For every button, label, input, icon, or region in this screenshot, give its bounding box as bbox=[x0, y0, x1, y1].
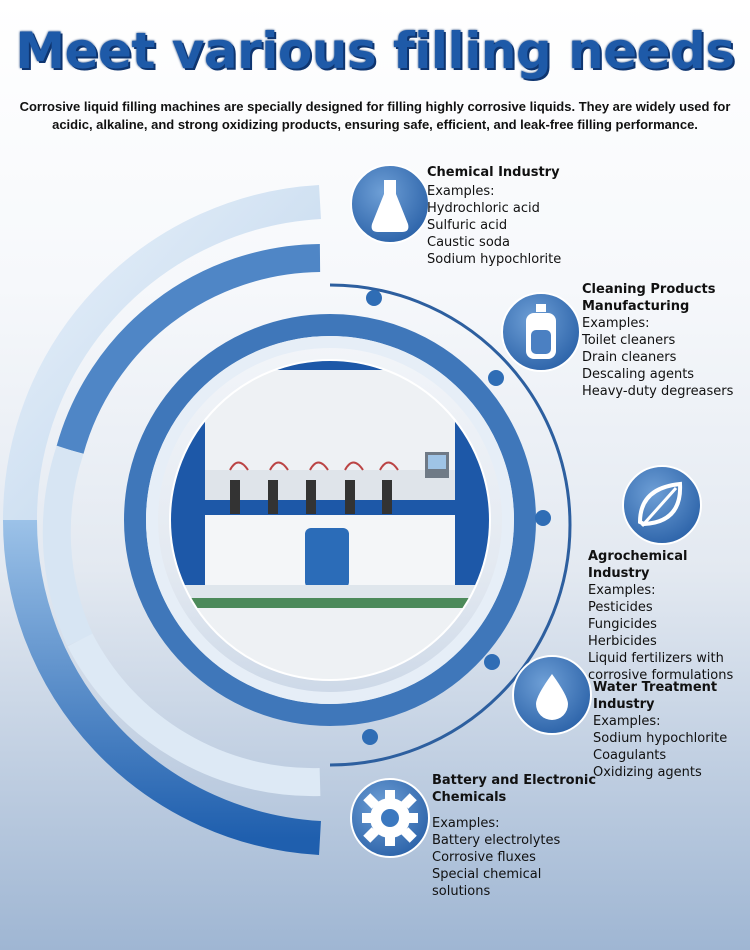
connector-dot bbox=[488, 370, 504, 386]
list-item: Pesticides bbox=[588, 600, 653, 615]
examples-label: Examples: bbox=[427, 184, 495, 199]
list-item: Toilet cleaners bbox=[582, 333, 676, 348]
list-item: Fungicides bbox=[588, 617, 657, 632]
industry-heading: Cleaning Products Manufacturing bbox=[582, 282, 716, 314]
list-item: Special chemical solutions bbox=[432, 867, 542, 899]
industry-heading: Battery and Electronic Chemicals bbox=[432, 773, 597, 805]
list-item: Sodium hypochlorite bbox=[593, 731, 728, 746]
list-item: Descaling agents bbox=[582, 367, 695, 382]
examples-label: Examples: bbox=[582, 316, 650, 331]
list-item: Heavy-duty degreasers bbox=[582, 384, 734, 399]
water-drop-icon bbox=[513, 656, 591, 734]
list-item: Battery electrolytes bbox=[432, 833, 561, 848]
connector-dot bbox=[484, 654, 500, 670]
list-item: Sulfuric acid bbox=[427, 218, 508, 233]
industry-water-treatment bbox=[593, 679, 743, 781]
examples-label: Examples: bbox=[432, 816, 500, 831]
connector-dot bbox=[366, 290, 382, 306]
gear-icon bbox=[351, 779, 429, 857]
list-item: Caustic soda bbox=[427, 235, 510, 250]
list-item: Coagulants bbox=[593, 748, 667, 763]
leaf-icon bbox=[623, 466, 701, 544]
chemical-bottle-icon bbox=[351, 165, 429, 243]
list-item: Sodium hypochlorite bbox=[427, 252, 562, 267]
page-title: Meet various filling needs bbox=[15, 22, 735, 80]
industry-agrochemical bbox=[588, 548, 750, 684]
filling-machine-photo bbox=[160, 355, 500, 688]
list-item: Liquid fertilizers with corrosive formulations bbox=[588, 651, 734, 683]
list-item: Oxidizing agents bbox=[593, 765, 702, 780]
connector-dot bbox=[362, 729, 378, 745]
industry-heading: Chemical Industry bbox=[427, 165, 560, 180]
list-item: Drain cleaners bbox=[582, 350, 677, 365]
detergent-bottle-icon bbox=[502, 293, 580, 371]
intro-paragraph: Corrosive liquid filling machines are specially designed for filling highly corrosive liquids. They are widely used for acidic, alkaline, and strong oxidizing products, ensuring safe, efficient, and leak-free filling performance. bbox=[19, 99, 731, 132]
industry-heading: Water Treatment Industry bbox=[593, 680, 718, 712]
connector-dot bbox=[535, 510, 551, 526]
industry-heading: Agrochemical Industry bbox=[588, 549, 688, 581]
list-item: Herbicides bbox=[588, 634, 657, 649]
examples-label: Examples: bbox=[588, 583, 656, 598]
examples-label: Examples: bbox=[593, 714, 661, 729]
industry-chemical bbox=[427, 164, 667, 268]
list-item: Hydrochloric acid bbox=[427, 201, 540, 216]
industry-cleaning bbox=[582, 281, 750, 400]
industry-battery-electronic bbox=[432, 772, 602, 900]
list-item: Corrosive fluxes bbox=[432, 850, 536, 865]
